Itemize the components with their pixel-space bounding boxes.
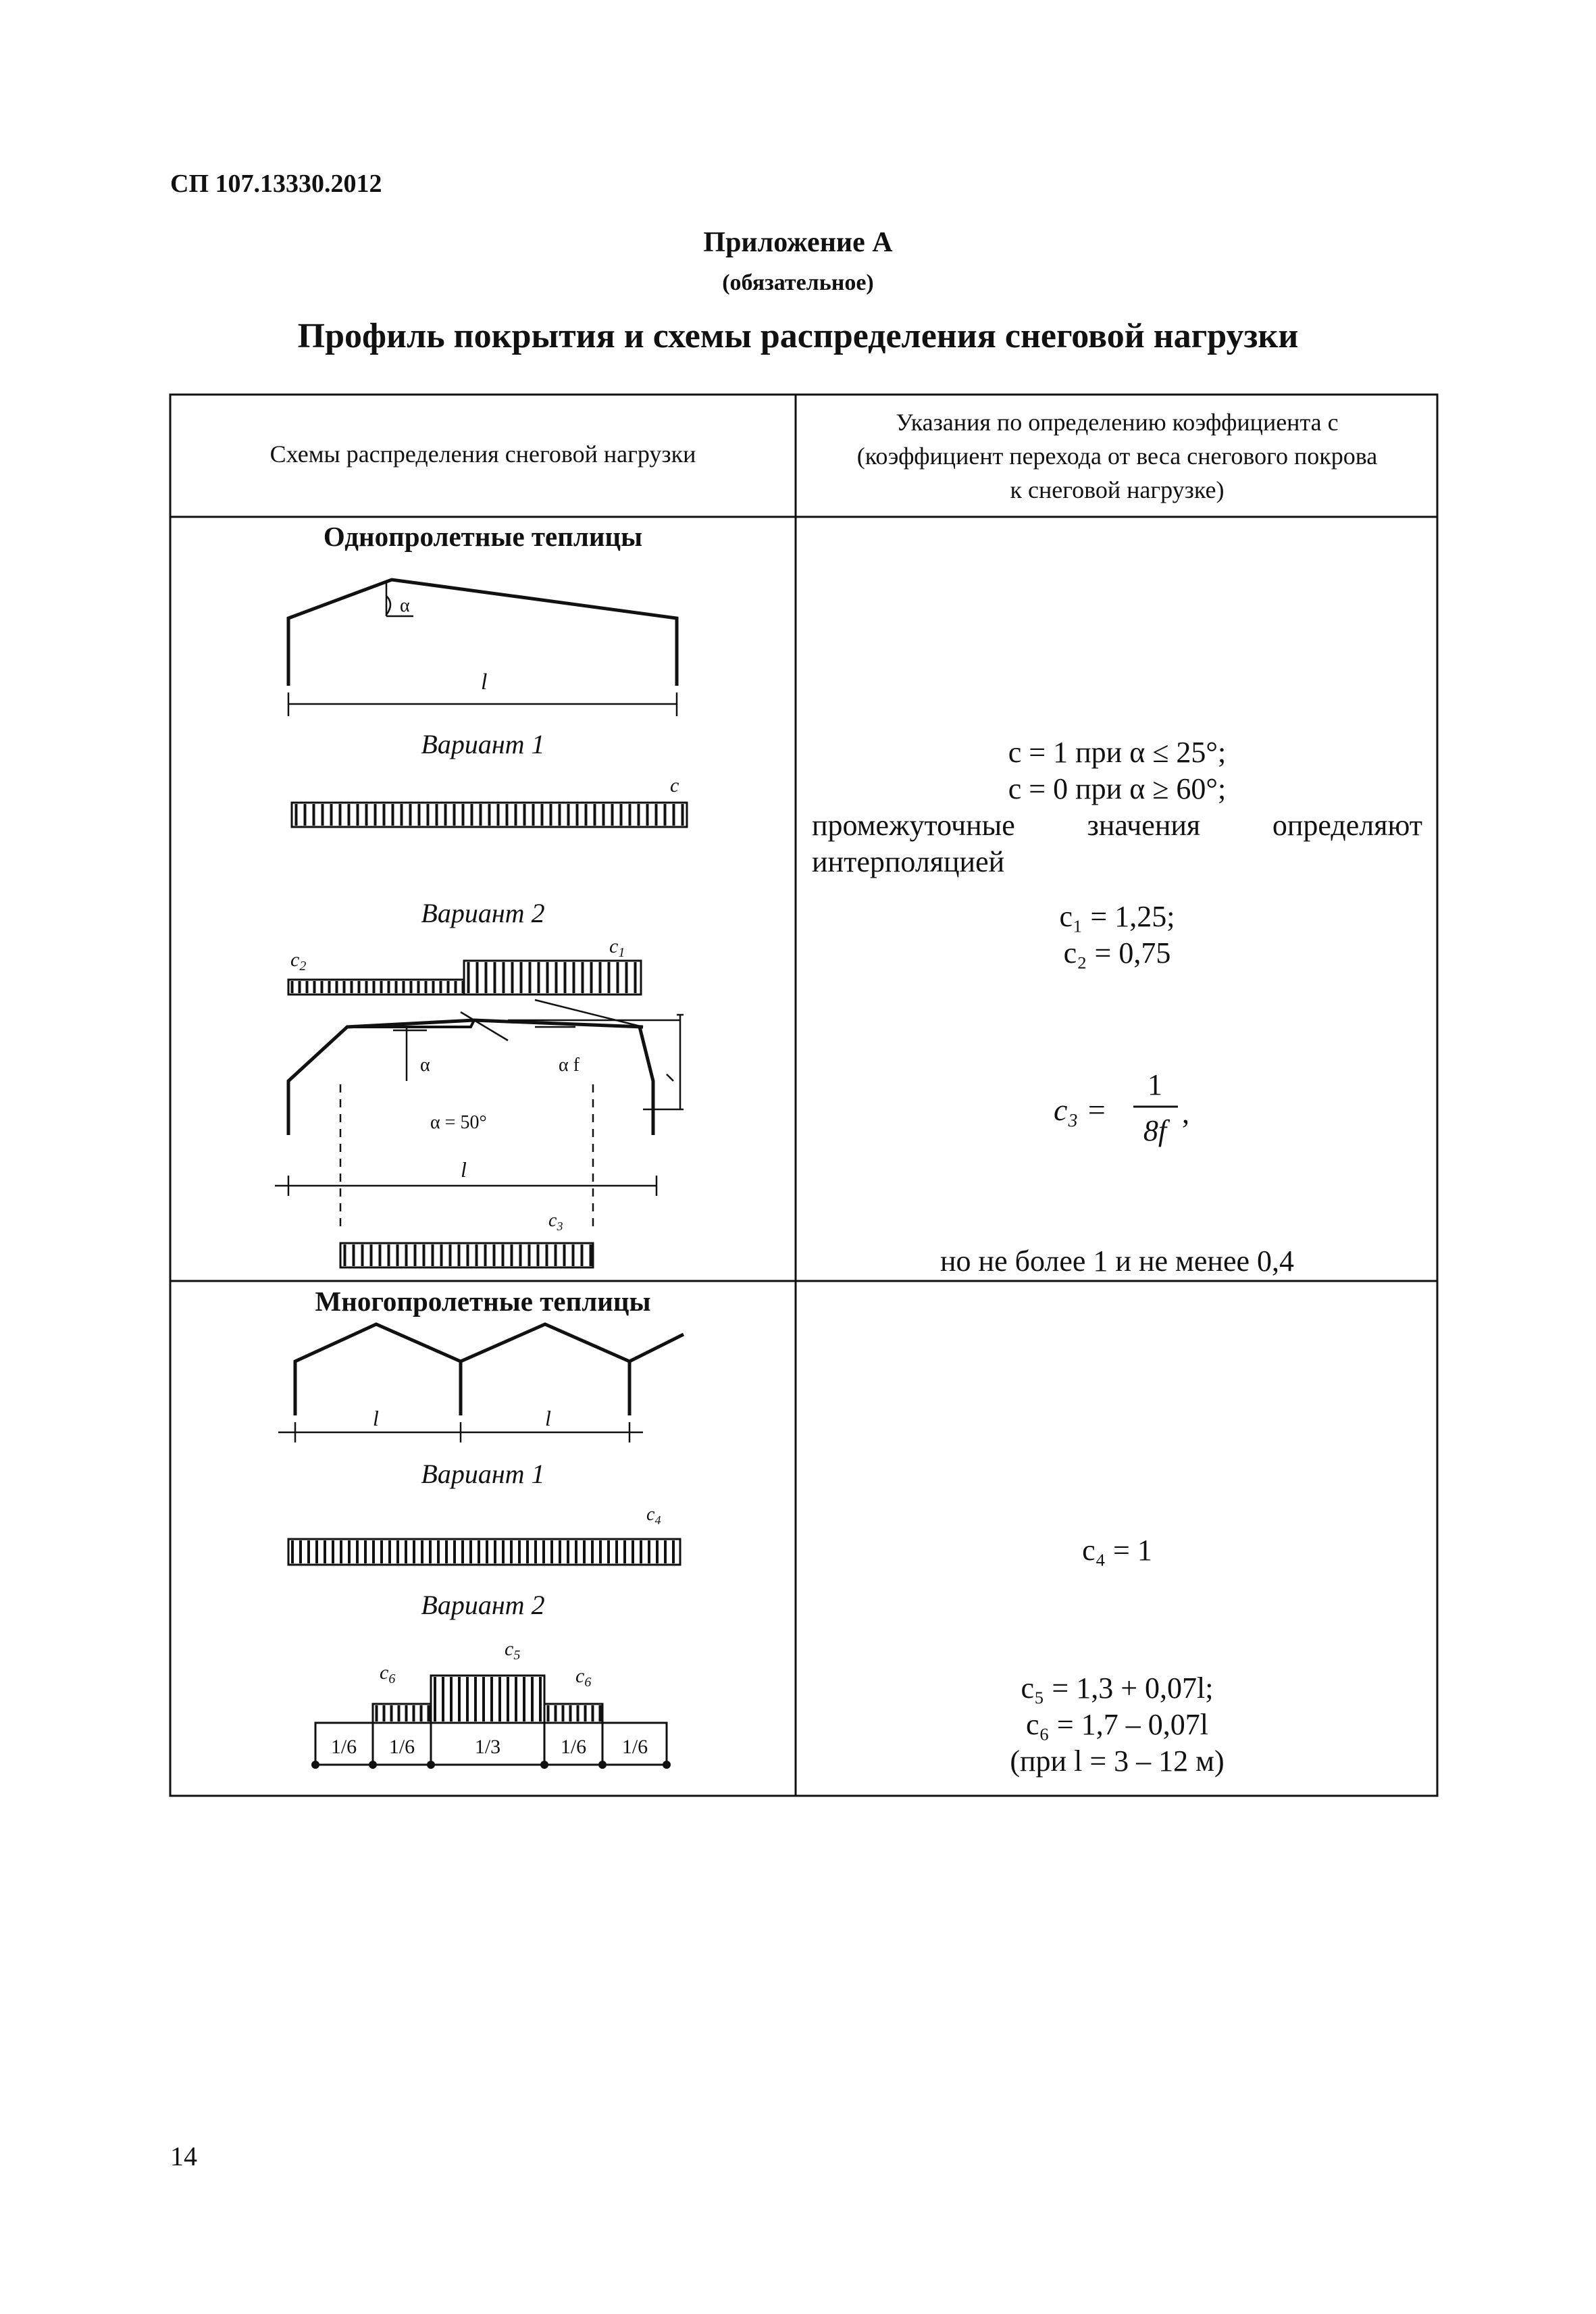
load-c1-label: $c_1$ xyxy=(609,935,625,960)
section1-title: Однопролетные теплицы xyxy=(323,521,643,552)
frac-1-6-b: 1/6 xyxy=(388,1736,415,1758)
interp-word3: определяют xyxy=(1272,809,1422,842)
formula-c3 xyxy=(1054,1061,1216,1155)
load-c4-label: $c_4$ xyxy=(646,1504,661,1527)
multi-span-profile xyxy=(295,1324,684,1415)
section2-variant2-label: Вариант 2 xyxy=(421,1590,545,1620)
frac-1-6-c: 1/6 xyxy=(560,1736,587,1758)
rule-interp-line1 xyxy=(812,807,1422,844)
curved-l-label: l xyxy=(461,1157,467,1182)
col2-header-line2: (коэффициент перехода от веса снегового покрова xyxy=(856,443,1378,470)
rule-range: (при l = 3 – 12 м) xyxy=(1010,1744,1225,1778)
formula-c3-numerator: 1 xyxy=(1148,1068,1162,1101)
appendix-title: Приложение А xyxy=(703,227,893,258)
formula-c3-comma: , xyxy=(1182,1097,1189,1130)
main-title: Профиль покрытия и схемы распределения снеговой нагрузки xyxy=(297,317,1299,355)
col1-header: Схемы распределения снеговой нагрузки xyxy=(269,441,696,468)
span2-l-label: l xyxy=(545,1406,551,1430)
formula-c3-lhs: с₃ = xyxy=(1054,1092,1107,1127)
interp-word2: значения xyxy=(1087,809,1201,842)
section2-variant1-label: Вариант 1 xyxy=(421,1459,545,1489)
interp-word1: промежуточные xyxy=(812,809,1015,842)
rule-c4: с₄ = 1 xyxy=(1082,1534,1152,1567)
curved-alpha-f-label: α f xyxy=(559,1055,580,1076)
load-c-label: c xyxy=(670,774,679,797)
load-c6-right-label: $c_6$ xyxy=(575,1665,592,1690)
rule-limit: но не более 1 и не менее 0,4 xyxy=(939,1244,1295,1278)
rule-c-ge60: с = 0 при α ≥ 60°; xyxy=(1008,772,1227,805)
section2-title: Многопролетные теплицы xyxy=(315,1286,651,1317)
span1-l-label: l xyxy=(373,1406,379,1430)
section1-variant1-label: Вариант 1 xyxy=(421,729,545,759)
load-c6-left-label: $c_6$ xyxy=(380,1661,396,1686)
rule-c2: с₂ = 0,75 xyxy=(1063,936,1171,970)
rule-c5: с₅ = 1,3 + 0,07l; xyxy=(1021,1671,1214,1705)
appendix-subtitle: (обязательное) xyxy=(722,270,874,295)
frac-1-3: 1/3 xyxy=(474,1736,501,1758)
angle-alpha-label: α xyxy=(400,595,410,616)
formula-c3-denominator: 8f xyxy=(1143,1114,1167,1147)
alpha-50-label: α = 50° xyxy=(430,1112,487,1133)
span-l-label: l xyxy=(481,670,488,695)
curved-alpha-label: α xyxy=(420,1055,430,1076)
frac-1-6-d: 1/6 xyxy=(621,1736,648,1758)
section1-variant2-label: Вариант 2 xyxy=(421,898,545,928)
frac-1-6-a: 1/6 xyxy=(330,1736,357,1758)
rule-c1: с₁ = 1,25; xyxy=(1059,900,1175,933)
col2-header-line1: Указания по определению коэффициента с xyxy=(896,409,1339,436)
load-c5-label: $c_5$ xyxy=(505,1638,521,1663)
page-number: 14 xyxy=(170,2141,197,2171)
section2-diagrams xyxy=(170,1317,796,1796)
rule-interp-line2: интерполяцией xyxy=(812,845,1005,878)
load-c3-label: $c_3$ xyxy=(548,1210,563,1233)
rule-c6: с₆ = 1,7 – 0,07l xyxy=(1026,1708,1208,1741)
rule-c-le25: с = 1 при α ≤ 25°; xyxy=(1008,736,1227,769)
document-code: СП 107.13330.2012 xyxy=(170,170,382,198)
variant2-asymmetric-load xyxy=(288,961,641,995)
load-c2-label: $c_2$ xyxy=(290,949,307,974)
col2-header-line3: к снеговой нагрузке) xyxy=(1010,476,1225,503)
multi-variant1-load xyxy=(288,1539,680,1565)
